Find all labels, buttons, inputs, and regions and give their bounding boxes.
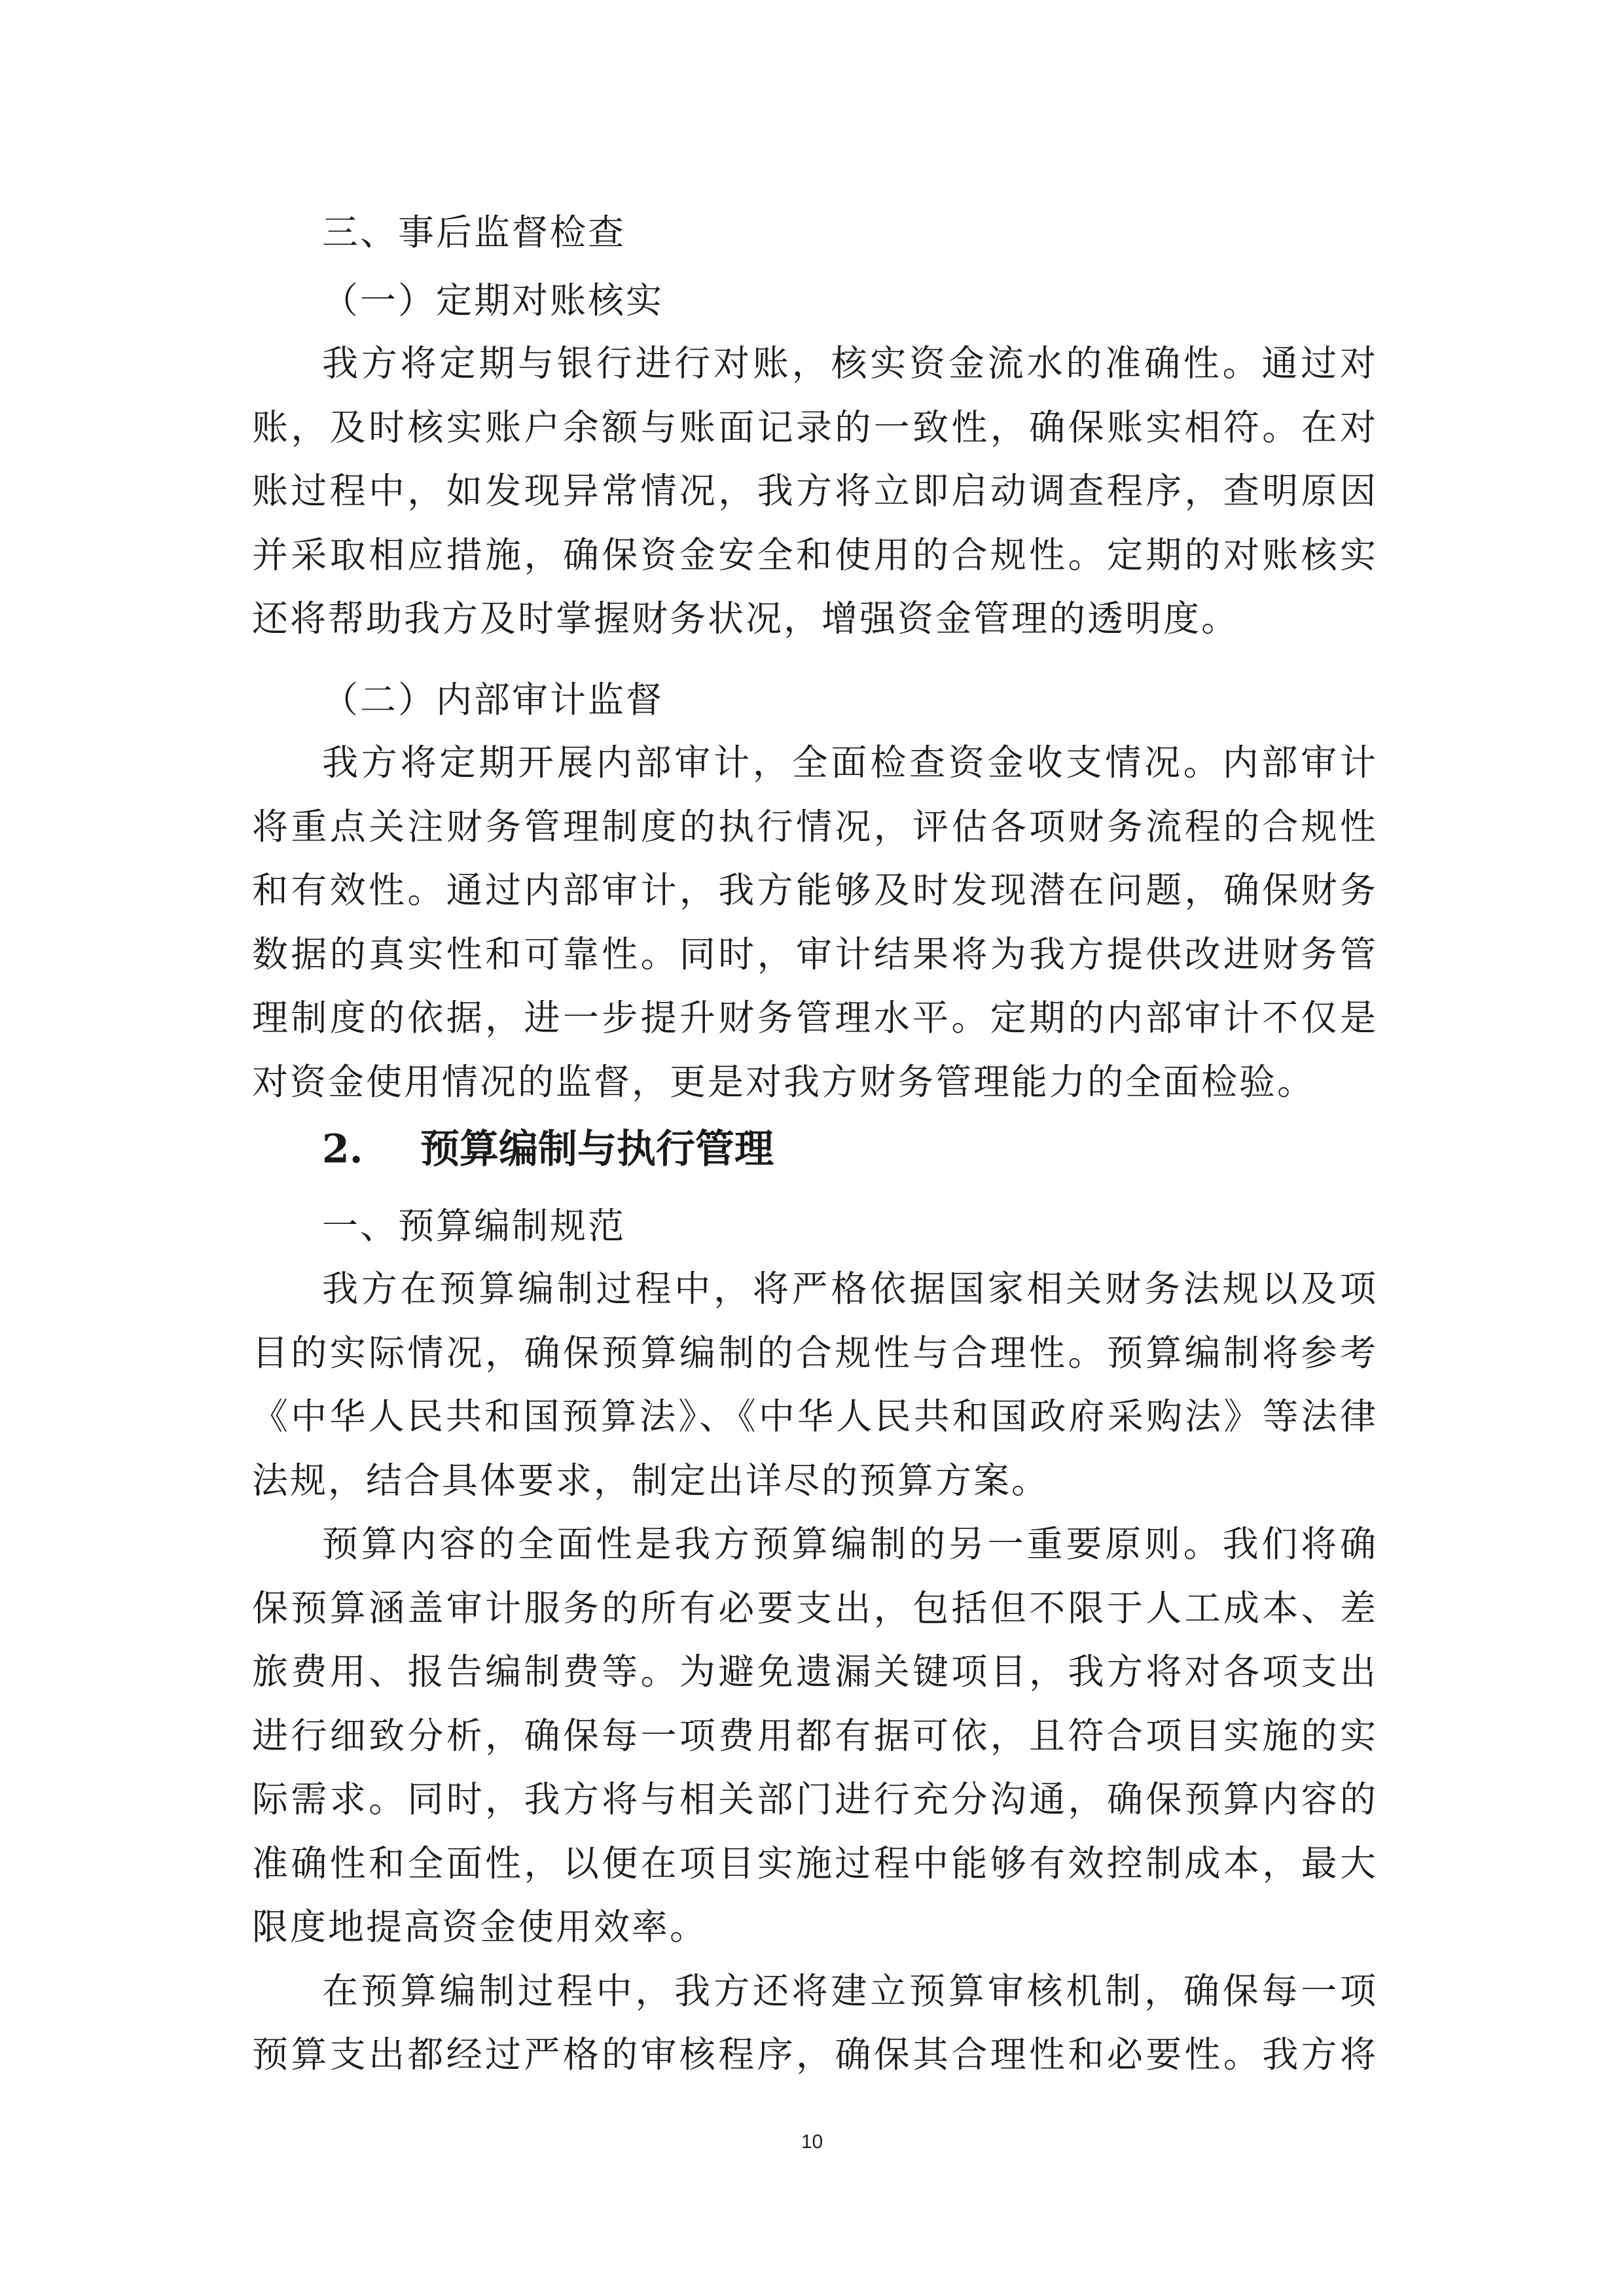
paragraph-line: 账过程中，如发现异常情况，我方将立即启动调查程序，查明原因	[252, 470, 1378, 512]
paragraph-line: 我方在预算编制过程中，将严格依据国家相关财务法规以及项	[322, 1268, 1378, 1310]
paragraph-line: 我方将定期开展内部审计，全面检查资金收支情况。内部审计	[322, 742, 1378, 783]
paragraph-line: 将重点关注财务管理制度的执行情况，评估各项财务流程的合规性	[252, 806, 1378, 848]
section-heading	[322, 1123, 1238, 1175]
paragraph-line: 还将帮助我方及时掌握财务状况，增强资金管理的透明度。	[252, 598, 1240, 639]
paragraph-line: 在预算编制过程中，我方还将建立预算审核机制，确保每一项	[322, 1970, 1378, 2012]
page-number: 10	[801, 2131, 823, 2153]
subsection-title: （一）定期对账核实	[322, 279, 664, 321]
paragraph-line: 我方将定期与银行进行对账，核实资金流水的准确性。通过对	[322, 342, 1378, 384]
paragraph-line: 法规，结合具体要求，制定出详尽的预算方案。	[252, 1460, 1050, 1501]
paragraph-line: 保预算涵盖审计服务的所有必要支出，包括但不限于人工成本、差	[252, 1587, 1378, 1629]
paragraph-line: 目的实际情况，确保预算编制的合规性与合理性。预算编制将参考	[252, 1332, 1378, 1374]
section-title: 三、事后监督检查	[322, 211, 626, 253]
paragraph-line: 《中华人民共和国预算法》、《中华人民共和国政府采购法》等法律	[252, 1395, 1378, 1437]
section-heading-title: 预算编制与执行管理	[420, 1126, 774, 1172]
paragraph-line: 准确性和全面性，以便在项目实施过程中能够有效控制成本，最大	[252, 1842, 1378, 1884]
paragraph-line: 进行细致分析，确保每一项费用都有据可依，且符合项目实施的实	[252, 1715, 1378, 1757]
paragraph-line: 预算内容的全面性是我方预算编制的另一重要原则。我们将确	[322, 1523, 1378, 1565]
paragraph-line: 对资金使用情况的监督，更是对我方财务管理能力的全面检验。	[252, 1061, 1316, 1103]
section-heading-number: 2.	[322, 1126, 363, 1172]
paragraph-line: 数据的真实性和可靠性。同时，审计结果将为我方提供改进财务管	[252, 933, 1378, 975]
paragraph-line: 预算支出都经过严格的审核程序，确保其合理性和必要性。我方将	[252, 2034, 1378, 2075]
paragraph-line: 限度地提高资金使用效率。	[252, 1906, 708, 1948]
paragraph-line: 际需求。同时，我方将与相关部门进行充分沟通，确保预算内容的	[252, 1778, 1378, 1820]
paragraph-line: 和有效性。通过内部审计，我方能够及时发现潜在问题，确保财务	[252, 869, 1378, 911]
paragraph-line: 理制度的依据，进一步提升财务管理水平。定期的内部审计不仅是	[252, 997, 1378, 1039]
paragraph-line: 账，及时核实账户余额与账面记录的一致性，确保账实相符。在对	[252, 406, 1378, 448]
subsection-title: （二）内部审计监督	[322, 679, 664, 721]
paragraph-line: 旅费用、报告编制费等。为避免遗漏关键项目，我方将对各项支出	[252, 1651, 1378, 1693]
subsection-title: 一、预算编制规范	[322, 1205, 626, 1247]
paragraph-line: 并采取相应措施，确保资金安全和使用的合规性。定期的对账核实	[252, 534, 1378, 576]
